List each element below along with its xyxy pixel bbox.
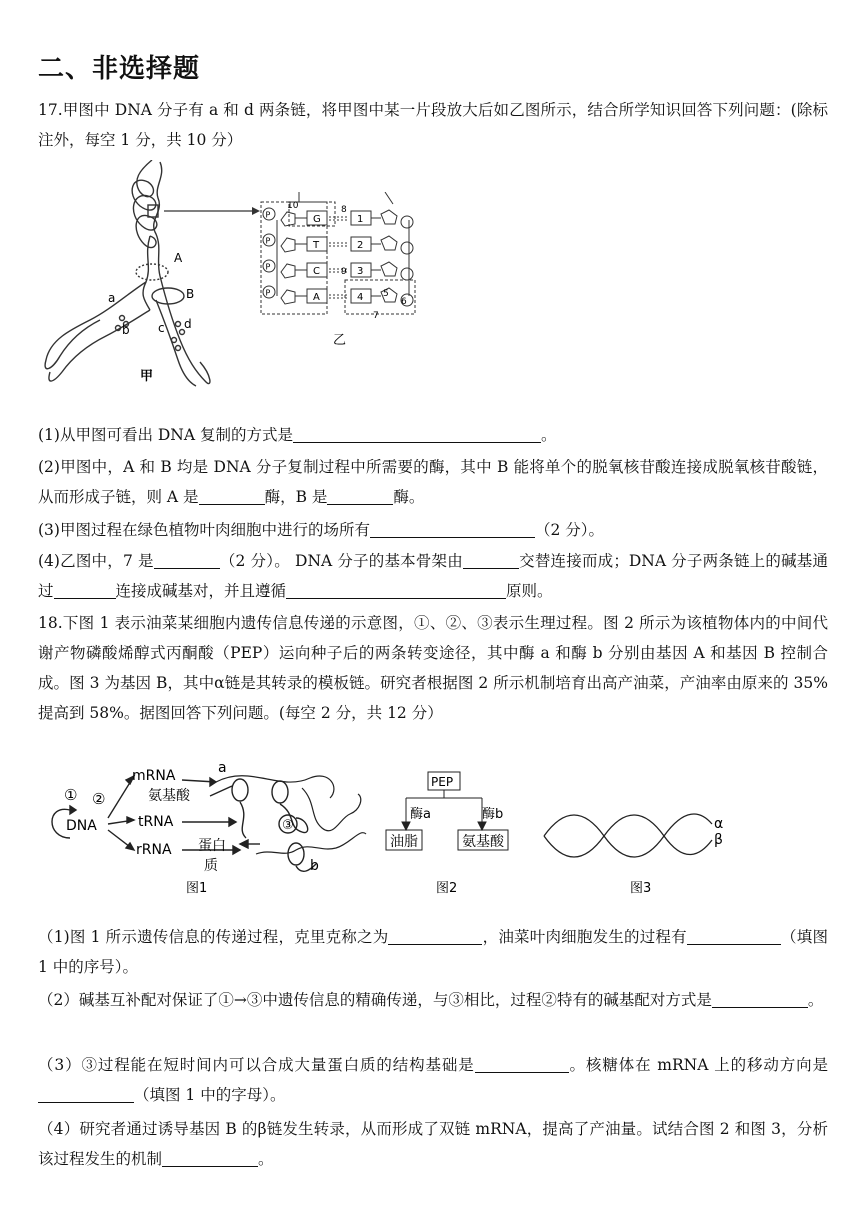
answer-blank[interactable]	[388, 929, 482, 946]
base-label: C	[313, 266, 320, 277]
base-label: A	[313, 292, 320, 303]
phosphate-label: P	[265, 210, 271, 220]
jia-label-c: c	[158, 321, 165, 335]
fig2-caption: 图2	[436, 881, 458, 896]
q17-s3-end: （2 分）。	[534, 521, 605, 539]
answer-blank[interactable]	[162, 1151, 258, 1168]
q18-s4-text: （4）研究者通过诱导基因 B 的β链发生转录，从而形成了双链 mRNA，提高了产油量。试结合图 2 和图 3，分析该过程发生的机制	[38, 1120, 828, 1168]
deoxyribose-right	[381, 236, 397, 250]
yi-num-10: 10	[287, 201, 299, 211]
base-number: 1	[357, 214, 364, 225]
figure-3	[540, 800, 740, 900]
q18-s2	[38, 985, 828, 1015]
q17-s3	[38, 515, 828, 545]
fig1-dna: DNA	[66, 818, 97, 834]
deoxyribose-right	[381, 210, 397, 224]
yi-caption: 乙	[333, 333, 347, 348]
jia-label-B: B	[186, 287, 195, 301]
answer-blank[interactable]	[286, 583, 506, 600]
q17-s3-text: (3)甲图过程在绿色植物叶肉细胞中进行的场所有	[38, 521, 370, 539]
deoxyribose-left	[281, 290, 295, 304]
q17-s2-text: (2)甲图中，A 和 B 均是 DNA 分子复制过程中所需要的酶，其中 B 能将单个的脱氧核苷酸连接成脱氧核苷酸链，从而形成子链，则 A 是	[38, 458, 828, 506]
fig2-pep: PEP	[431, 775, 454, 789]
fig1-trna: tRNA	[138, 814, 174, 830]
answer-blank[interactable]	[154, 553, 220, 570]
jia-label-b: b	[122, 323, 130, 337]
q18-s3-text: （3）③过程能在短时间内可以合成大量蛋白质的结构基础是	[38, 1056, 475, 1074]
fig1-mrna: mRNA	[132, 768, 176, 784]
answer-blank[interactable]	[712, 992, 808, 1009]
answer-blank[interactable]	[199, 489, 265, 506]
fig1-label-a: a	[218, 760, 227, 776]
phosphate-label: P	[265, 236, 271, 246]
q17-s4-mid2: 交替连接而成；DNA 分子两条链上的碱基通过	[38, 552, 828, 600]
fig1-rrna: rRNA	[136, 842, 172, 858]
answer-blank[interactable]	[370, 522, 535, 539]
figure-2	[382, 768, 512, 898]
fig1-process-3: ③	[282, 818, 294, 833]
fig2-amino-acid: 氨基酸	[462, 834, 504, 850]
q17-s1-end: 。	[541, 426, 557, 444]
fig1-label-b: b	[310, 858, 319, 874]
q18-s3	[38, 1050, 828, 1110]
q17-s4	[38, 546, 828, 606]
fig2-oil: 油脂	[390, 834, 418, 850]
fig3-caption: 图3	[630, 881, 652, 896]
figure-jia	[40, 160, 250, 390]
section-title: 二、非选择题	[38, 54, 201, 84]
deoxyribose-left	[281, 238, 295, 252]
fig1-protein-1: 蛋白	[198, 838, 226, 854]
fig2-enzyme-b: 酶b	[482, 807, 504, 822]
zoom-arrow	[162, 204, 262, 218]
answer-blank[interactable]	[475, 1057, 569, 1074]
fig1-process-1: ①	[64, 786, 78, 804]
fig1-protein-2: 质	[204, 858, 218, 874]
fig3-alpha: α	[714, 816, 724, 832]
q17-s2	[38, 452, 828, 512]
deoxyribose-left	[281, 264, 295, 278]
q17-s1	[38, 420, 828, 450]
q17-s2-mid: 酶，B 是	[264, 488, 328, 506]
q17-intro: 17.甲图中 DNA 分子有 a 和 d 两条链，将甲图中某一片段放大后如乙图所示，结合所学知识回答下列问题：(除标注外，每空 1 分，共 10 分）	[38, 101, 828, 149]
q18-s1	[38, 922, 828, 982]
yi-num-6: 6	[401, 297, 407, 307]
base-label: T	[313, 240, 320, 251]
jia-caption: 甲	[140, 369, 154, 384]
q17-s2-end: 酶。	[393, 488, 425, 506]
base-number: 4	[357, 292, 364, 303]
yi-num-8: 8	[341, 205, 347, 215]
answer-blank[interactable]	[687, 929, 781, 946]
q17-s4-end: 原则。	[506, 582, 553, 600]
q17-s1-text: (1)从甲图可看出 DNA 复制的方式是	[38, 426, 293, 444]
q18-s4-end: 。	[258, 1150, 274, 1168]
phosphate-right-icon	[401, 216, 413, 228]
q18-s3-mid: 。核糖体在 mRNA 上的移动方向是	[568, 1056, 828, 1074]
q18-s1-text: （1)图 1 所示遗传信息的传递过程，克里克称之为	[38, 928, 389, 946]
base-number: 2	[357, 240, 364, 251]
phosphate-label: P	[265, 288, 271, 298]
jia-label-a: a	[108, 291, 116, 305]
base-number: 3	[357, 266, 364, 277]
fig1-process-2: ②	[92, 790, 106, 808]
phosphate-label: P	[265, 262, 271, 272]
jia-label-d: d	[184, 317, 192, 331]
q18-s2-text: （2）碱基互补配对保证了①→③中遗传信息的精确传递，与③相比，过程②特有的碱基配对方式是	[38, 991, 712, 1009]
base-label: G	[313, 214, 321, 225]
fig1-caption: 图1	[186, 881, 208, 896]
q18-s1-mid: ，油菜叶肉细胞发生的过程有	[482, 928, 687, 946]
deoxyribose-left	[281, 212, 295, 226]
fig1-amino-acid: 氨基酸	[148, 788, 190, 804]
yi-num-9: 9	[341, 267, 347, 277]
q17-s4-text: (4)乙图中，7 是	[38, 552, 154, 570]
q18-s2-end: 。	[807, 991, 824, 1009]
phosphate-right-icon	[401, 242, 413, 254]
deoxyribose-right	[381, 262, 397, 276]
q18-intro: 18.下图 1 表示油菜某细胞内遗传信息传递的示意图，①、②、③表示生理过程。图 2 所示为该植物体内的中间代谢产物磷酸烯醇式丙酮酸（PEP）运向种子后的两条转变途径，其中酶 a 和酶 b 分别由基因 A 和基因 B 控制合成。图 3 为基因 B，其中α链是其转录的模板链。研究者根据图 2 所示机制培育出高产油菜，产油率由原来的 35%提高到 58%。据图回答下列问题。(每空 2 分，共 12 分）	[38, 614, 828, 722]
answer-blank[interactable]	[463, 553, 519, 570]
q17-s4-mid1: （2 分）。 DNA 分子的基本骨架由	[219, 552, 463, 570]
phosphate-right-icon	[401, 268, 413, 280]
yi-num-7: 7	[373, 311, 379, 321]
figure-1	[40, 758, 370, 900]
fig2-enzyme-a: 酶a	[410, 807, 431, 822]
q18-s3-end: （填图 1 中的字母）。	[134, 1086, 286, 1104]
figure-yi	[255, 192, 425, 352]
q17-s4-mid3: 连接成碱基对，并且遵循	[115, 582, 287, 600]
answer-blank[interactable]	[54, 583, 116, 600]
q18-s1-end: （填图 1 中的序号）。	[38, 928, 828, 976]
answer-blank[interactable]	[38, 1087, 134, 1104]
jia-label-A: A	[174, 251, 183, 265]
q18-s4	[38, 1114, 828, 1174]
fig3-beta: β	[714, 832, 723, 848]
answer-blank[interactable]	[327, 489, 393, 506]
yi-num-5: 5	[383, 289, 389, 299]
answer-blank[interactable]	[293, 427, 541, 444]
